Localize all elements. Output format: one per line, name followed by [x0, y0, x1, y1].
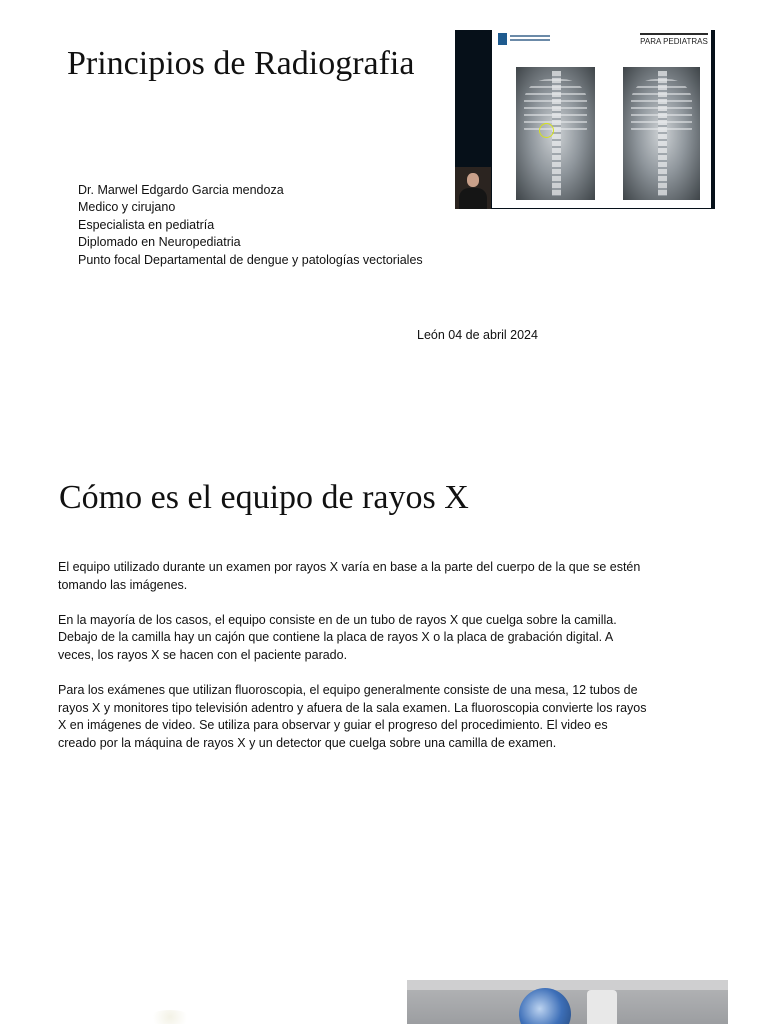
document-date: León 04 de abril 2024: [417, 328, 538, 342]
institution-logo-icon: [498, 33, 507, 45]
author-credential-line: Diplomado en Neuropediatria: [78, 235, 241, 250]
abdomen-xray-image-right: [623, 67, 700, 200]
slide-content: [492, 30, 711, 208]
section-body: [58, 559, 648, 770]
lecture-slide-thumbnail: [455, 30, 715, 209]
brand-logo: [640, 33, 708, 50]
xray-equipment-photo: [407, 980, 728, 1024]
section-title: Cómo es el equipo de rayos X: [59, 479, 469, 516]
partial-image-fragment: [150, 1010, 190, 1024]
institution-logo-text-graphic: [510, 35, 550, 37]
xray-tube-device: [519, 988, 571, 1024]
author-credentials: [78, 182, 423, 269]
author-credential-line: Especialista en pediatría: [78, 217, 215, 232]
brand-logo-label: PARA PEDIATRAS: [640, 37, 708, 46]
author-name: Dr. Marwel Edgardo Garcia mendoza: [78, 183, 284, 197]
body-paragraph: Para los exámenes que utilizan fluoroscopia, el equipo generalmente consiste de una mesa, 12 tubos de rayos X y monitores tipo televisión adentro y afuera de la sala examen. La fluoroscopia convierte los rayos X en imágenes de video. Se utiliza para observar y guiar el progreso del procedimiento. El video es creado por la máquina de rayos X y un detector que cuelga sobre una camilla de examen.: [58, 683, 647, 750]
document-title: Principios de Radiografia: [67, 45, 415, 82]
author-credential-line: Punto focal Departamental de dengue y patologías vectoriales: [78, 252, 423, 267]
presenter-video-inset: [455, 167, 491, 209]
equipment-arm: [587, 990, 617, 1024]
author-credential-line: Medico y cirujano: [78, 200, 176, 215]
body-paragraph: El equipo utilizado durante un examen por rayos X varía en base a la parte del cuerpo de la que se estén tomando las imágenes.: [58, 560, 641, 592]
marker-circle-icon: [539, 123, 554, 138]
body-paragraph: En la mayoría de los casos, el equipo consiste en de un tubo de rayos X que cuelga sobre la camilla. Debajo de la camilla hay un cajón que contiene la placa de rayos X o la placa de grabación digital. A veces, los rayos X se hacen con el paciente parado.: [58, 612, 617, 662]
chest-xray-image-left: [516, 67, 595, 200]
